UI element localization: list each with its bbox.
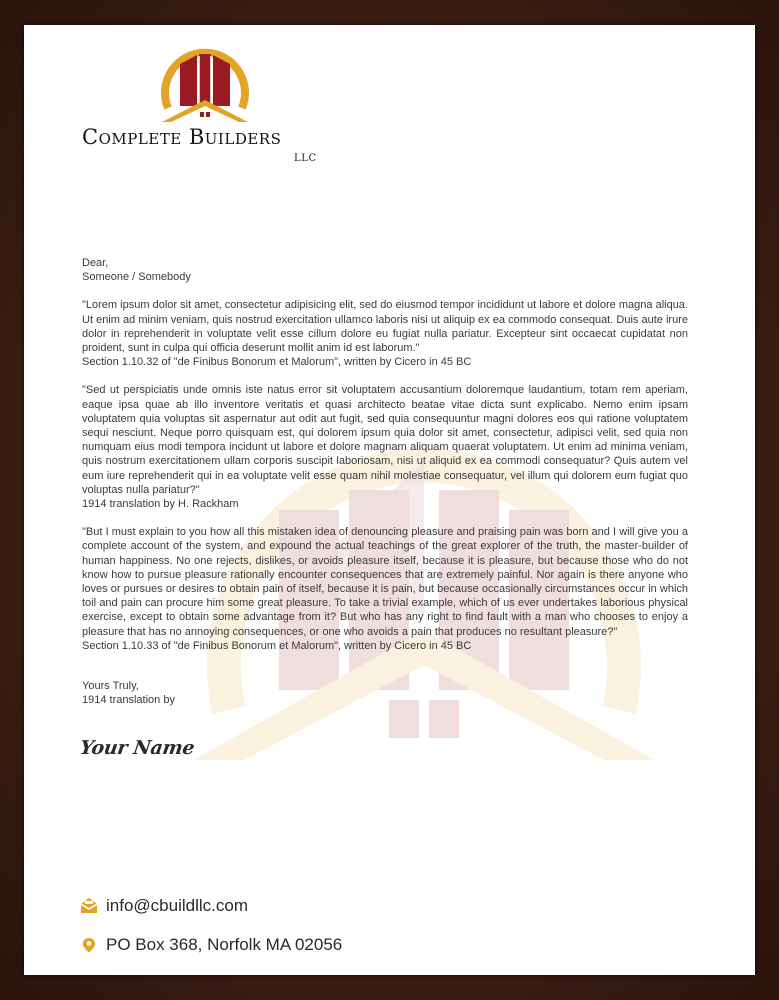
contact-email bbox=[80, 896, 248, 916]
address-text: PO Box 368, Norfolk MA 02056 bbox=[106, 935, 343, 954]
company-suffix: LLC bbox=[294, 153, 317, 164]
paragraph-1: "Lorem ipsum dolor sit amet, consectetur adipisicing elit, sed do eiusmod tempor incididunt ut labore et dolore magna aliqua. Ut enim ad minim veniam, quis nostrud exercitation ullamco laboris nisi ut aliquip ex ea commodo consequat. Duis aute irure dolor in reprehenderit in voluptate velit esse cillum dolore eu fugiat nulla pariatur. Excepteur sint occaecat cupidatat non proident, sunt in culpa qui officia deserunt mollit anim id est laborum." bbox=[82, 299, 688, 355]
citation-3: Section 1.10.33 of "de Finibus Bonorum et Malorum", written by Cicero in 45 BC bbox=[82, 639, 472, 652]
paragraph-2: "Sed ut perspiciatis unde omnis iste natus error sit voluptatem accusantium doloremque laudantium, totam rem aperiam, eaque ipsa quae ab illo inventore veritatis et quasi architecto beatae vitae dicta sunt explicabo. Nemo enim ipsam voluptatem quia voluptas sit aspernatur aut odit aut fugit, sed quia consequuntur magni dolores eos qui ratione voluptatem sequi nesciunt. Neque porro quisquam est, qui dolorem ipsum quia dolor sit amet, consectetur, adipisci velit, sed quia non numquam eius modi tempora incidunt ut labore et dolore magnam aliquam quaerat voluptatem. Ut enim ad minima veniam, quis nostrum exercitationem ullam corporis suscipit laboriosam, nisi ut aliquid ex ea commodi consequatur? Quis autem vel eum iure reprehenderit qui in ea voluptate velit esse quam nihil molestiae consequatur, vel illum qui dolorem eum fugiat quo voluptas nulla pariatur?" bbox=[82, 384, 688, 496]
letter-body bbox=[82, 256, 688, 707]
closing-line-2: 1914 translation by bbox=[82, 694, 175, 707]
map-pin-icon bbox=[82, 935, 96, 955]
company-name: Complete Builders bbox=[82, 125, 282, 149]
paragraph-3: "But I must explain to you how all this mistaken idea of denouncing pleasure and praising pain was born and I will give you a complete account of the system, and expound the actual teachings of the great explorer of the truth, the master-builder of human happiness. No one rejects, dislikes, or avoids pleasure itself, because it is pleasure, but because those who do not know how to pursue pleasure rationally encounter consequences that are extremely painful. Nor again is there anyone who loves or pursues or desires to obtain pain of itself, because it is pain, but because occasionally circumstances occur in which toil and pain can procure him some great pleasure. To take a trivial example, which of us ever undertakes laborious physical exercise, except to obtain some advantage from it? But who has any right to find fault with a man who chooses to enjoy a pleasure that has no annoying consequences, or one who avoids a pain that produces no resultant pleasure?" bbox=[82, 526, 688, 638]
signature: Your Name bbox=[78, 737, 196, 759]
company-logo-icon bbox=[160, 42, 250, 127]
recipient: Someone / Somebody bbox=[82, 271, 191, 284]
salutation: Dear, bbox=[82, 257, 109, 269]
citation-2: 1914 translation by H. Rackham bbox=[82, 498, 239, 511]
letterhead-page bbox=[24, 25, 755, 975]
email-text[interactable]: info@cbuildllc.com bbox=[106, 896, 248, 915]
envelope-icon bbox=[80, 896, 98, 916]
citation-1: Section 1.10.32 of "de Finibus Bonorum et Malorum", written by Cicero in 45 BC bbox=[82, 356, 472, 369]
contact-address bbox=[80, 935, 342, 955]
closing: Yours Truly, bbox=[82, 680, 139, 693]
